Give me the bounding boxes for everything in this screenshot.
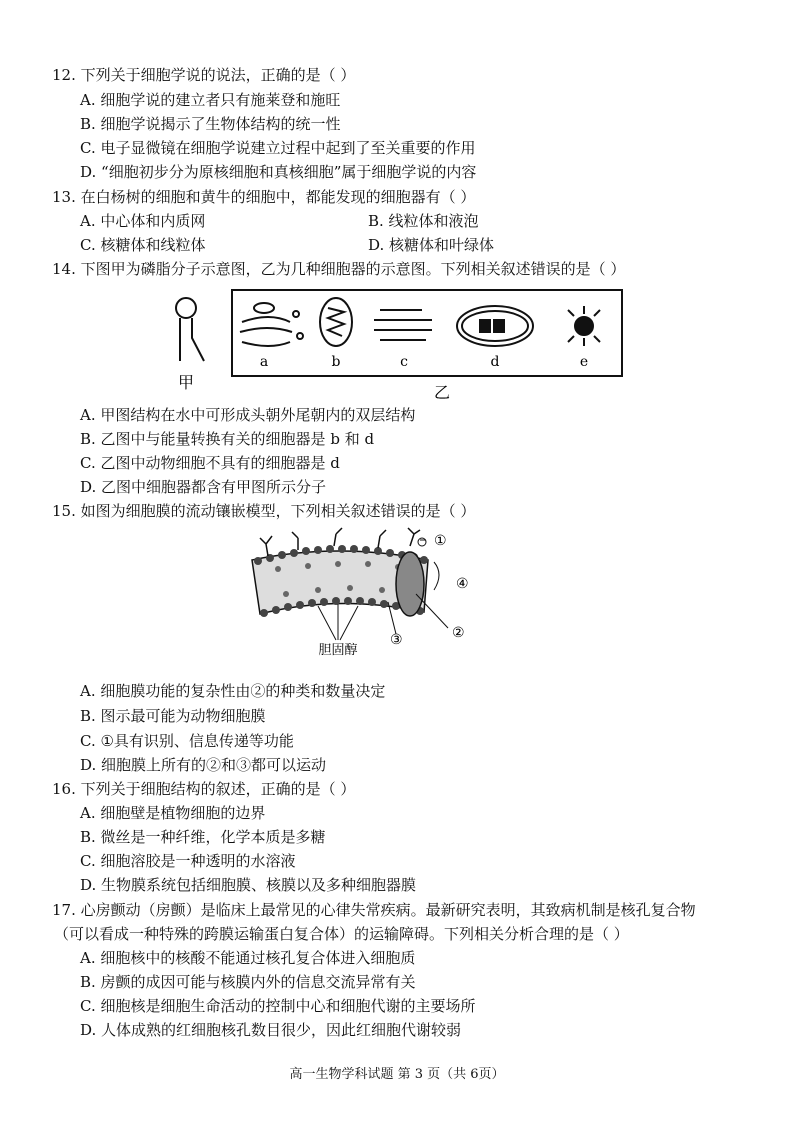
q13-stem: 13. 在白杨树的细胞和黄牛的细胞中，都能发现的细胞器有（ ） [52, 188, 476, 206]
golgi-icon [240, 303, 303, 346]
centrosome-icon [568, 306, 600, 346]
q13-option-c: C. 核糖体和线粒体 [80, 236, 206, 254]
q13-option-a: A. 中心体和内质网 [80, 212, 206, 230]
fig-label-cholesterol: 胆固醇 [318, 643, 358, 658]
q13-option-d: D. 核糖体和叶绿体 [368, 236, 495, 254]
q17-option-b: B. 房颤的成因可能与核膜内外的信息交流异常有关 [80, 973, 416, 991]
fig-label-d: d [490, 354, 500, 370]
q16-option-d: D. 生物膜系统包括细胞膜、核膜以及多种细胞器膜 [80, 876, 417, 894]
q14-option-d: D. 乙图中细胞器都含有甲图所示分子 [80, 478, 327, 496]
q16-option-c: C. 细胞溶胶是一种透明的水溶液 [80, 852, 296, 870]
er-icon [374, 310, 432, 340]
fig-label-jia: 甲 [177, 373, 195, 392]
q16-option-b: B. 微丝是一种纤维，化学本质是多糖 [80, 828, 326, 846]
chloroplast-icon [457, 306, 533, 346]
q17-option-d: D. 人体成熟的红细胞核孔数目很少，因此红细胞代谢较弱 [80, 1021, 462, 1039]
q17-option-a: A. 细胞核中的核酸不能通过核孔复合体进入细胞质 [80, 949, 416, 967]
q12-option-d: D. “细胞初步分为原核细胞和真核细胞”属于细胞学说的内容 [80, 163, 477, 181]
fig-label-3: ③ [390, 632, 403, 648]
q12-option-b: B. 细胞学说揭示了生物体结构的统一性 [80, 115, 341, 133]
q15-option-a: A. 细胞膜功能的复杂性由②的种类和数量决定 [80, 682, 386, 700]
fig-label-yi: 乙 [433, 383, 451, 402]
q17-stem-line1: 17. 心房颤动（房颤）是临床上最常见的心律失常疾病。最新研究表明，其致病机制是核孔复合物 [52, 901, 696, 919]
q15-stem: 15. 如图为细胞膜的流动镶嵌模型，下列相关叙述错误的是（ ） [52, 502, 476, 520]
q14-stem: 14. 下图甲为磷脂分子示意图，乙为几种细胞器的示意图。下列相关叙述错误的是（ ） [52, 260, 626, 278]
fig-label-4: ④ [456, 576, 469, 592]
q14-option-a: A. 甲图结构在水中可形成头朝外尾朝内的双层结构 [80, 406, 416, 424]
q17-option-c: C. 细胞核是细胞生命活动的控制中心和细胞代谢的主要场所 [80, 997, 476, 1015]
q15-option-d: D. 细胞膜上所有的②和③都可以运动 [80, 756, 327, 774]
phospholipid-diagram [176, 298, 204, 361]
q12-stem: 12. 下列关于细胞学说的说法，正确的是（ ） [52, 66, 356, 84]
fig-label-c: c [400, 354, 408, 370]
fig-label-a: a [259, 354, 269, 370]
mitochondrion-icon [320, 298, 352, 346]
q16-option-a: A. 细胞壁是植物细胞的边界 [80, 804, 266, 822]
q13-option-b: B. 线粒体和液泡 [368, 212, 479, 230]
fig-label-e: e [579, 354, 589, 370]
q16-stem: 16. 下列关于细胞结构的叙述，正确的是（ ） [52, 780, 356, 798]
q14-option-b: B. 乙图中与能量转换有关的细胞器是 b 和 d [80, 430, 375, 448]
q12-option-c: C. 电子显微镜在细胞学说建立过程中起到了至关重要的作用 [80, 139, 476, 157]
q15-option-b: B. 图示最可能为动物细胞膜 [80, 707, 266, 725]
fig-label-b: b [331, 354, 341, 370]
transmembrane-protein [396, 538, 426, 616]
fig-label-1: ① [434, 533, 447, 549]
membrane-model-figure [238, 524, 478, 658]
organelle-figure [160, 286, 630, 404]
q15-option-c: C. ①具有识别、信息传递等功能 [80, 732, 294, 750]
page-footer: 高一生物学科试题 第 3 页（共 6页） [289, 1067, 505, 1082]
q17-stem-line2: （可以看成一种特殊的跨膜运输蛋白复合体）的运输障碍。下列相关分析合理的是（ ） [54, 925, 629, 943]
q12-option-a: A. 细胞学说的建立者只有施莱登和施旺 [80, 91, 341, 109]
fig-label-2: ② [452, 625, 465, 641]
q14-option-c: C. 乙图中动物细胞不具有的细胞器是 d [80, 454, 340, 472]
